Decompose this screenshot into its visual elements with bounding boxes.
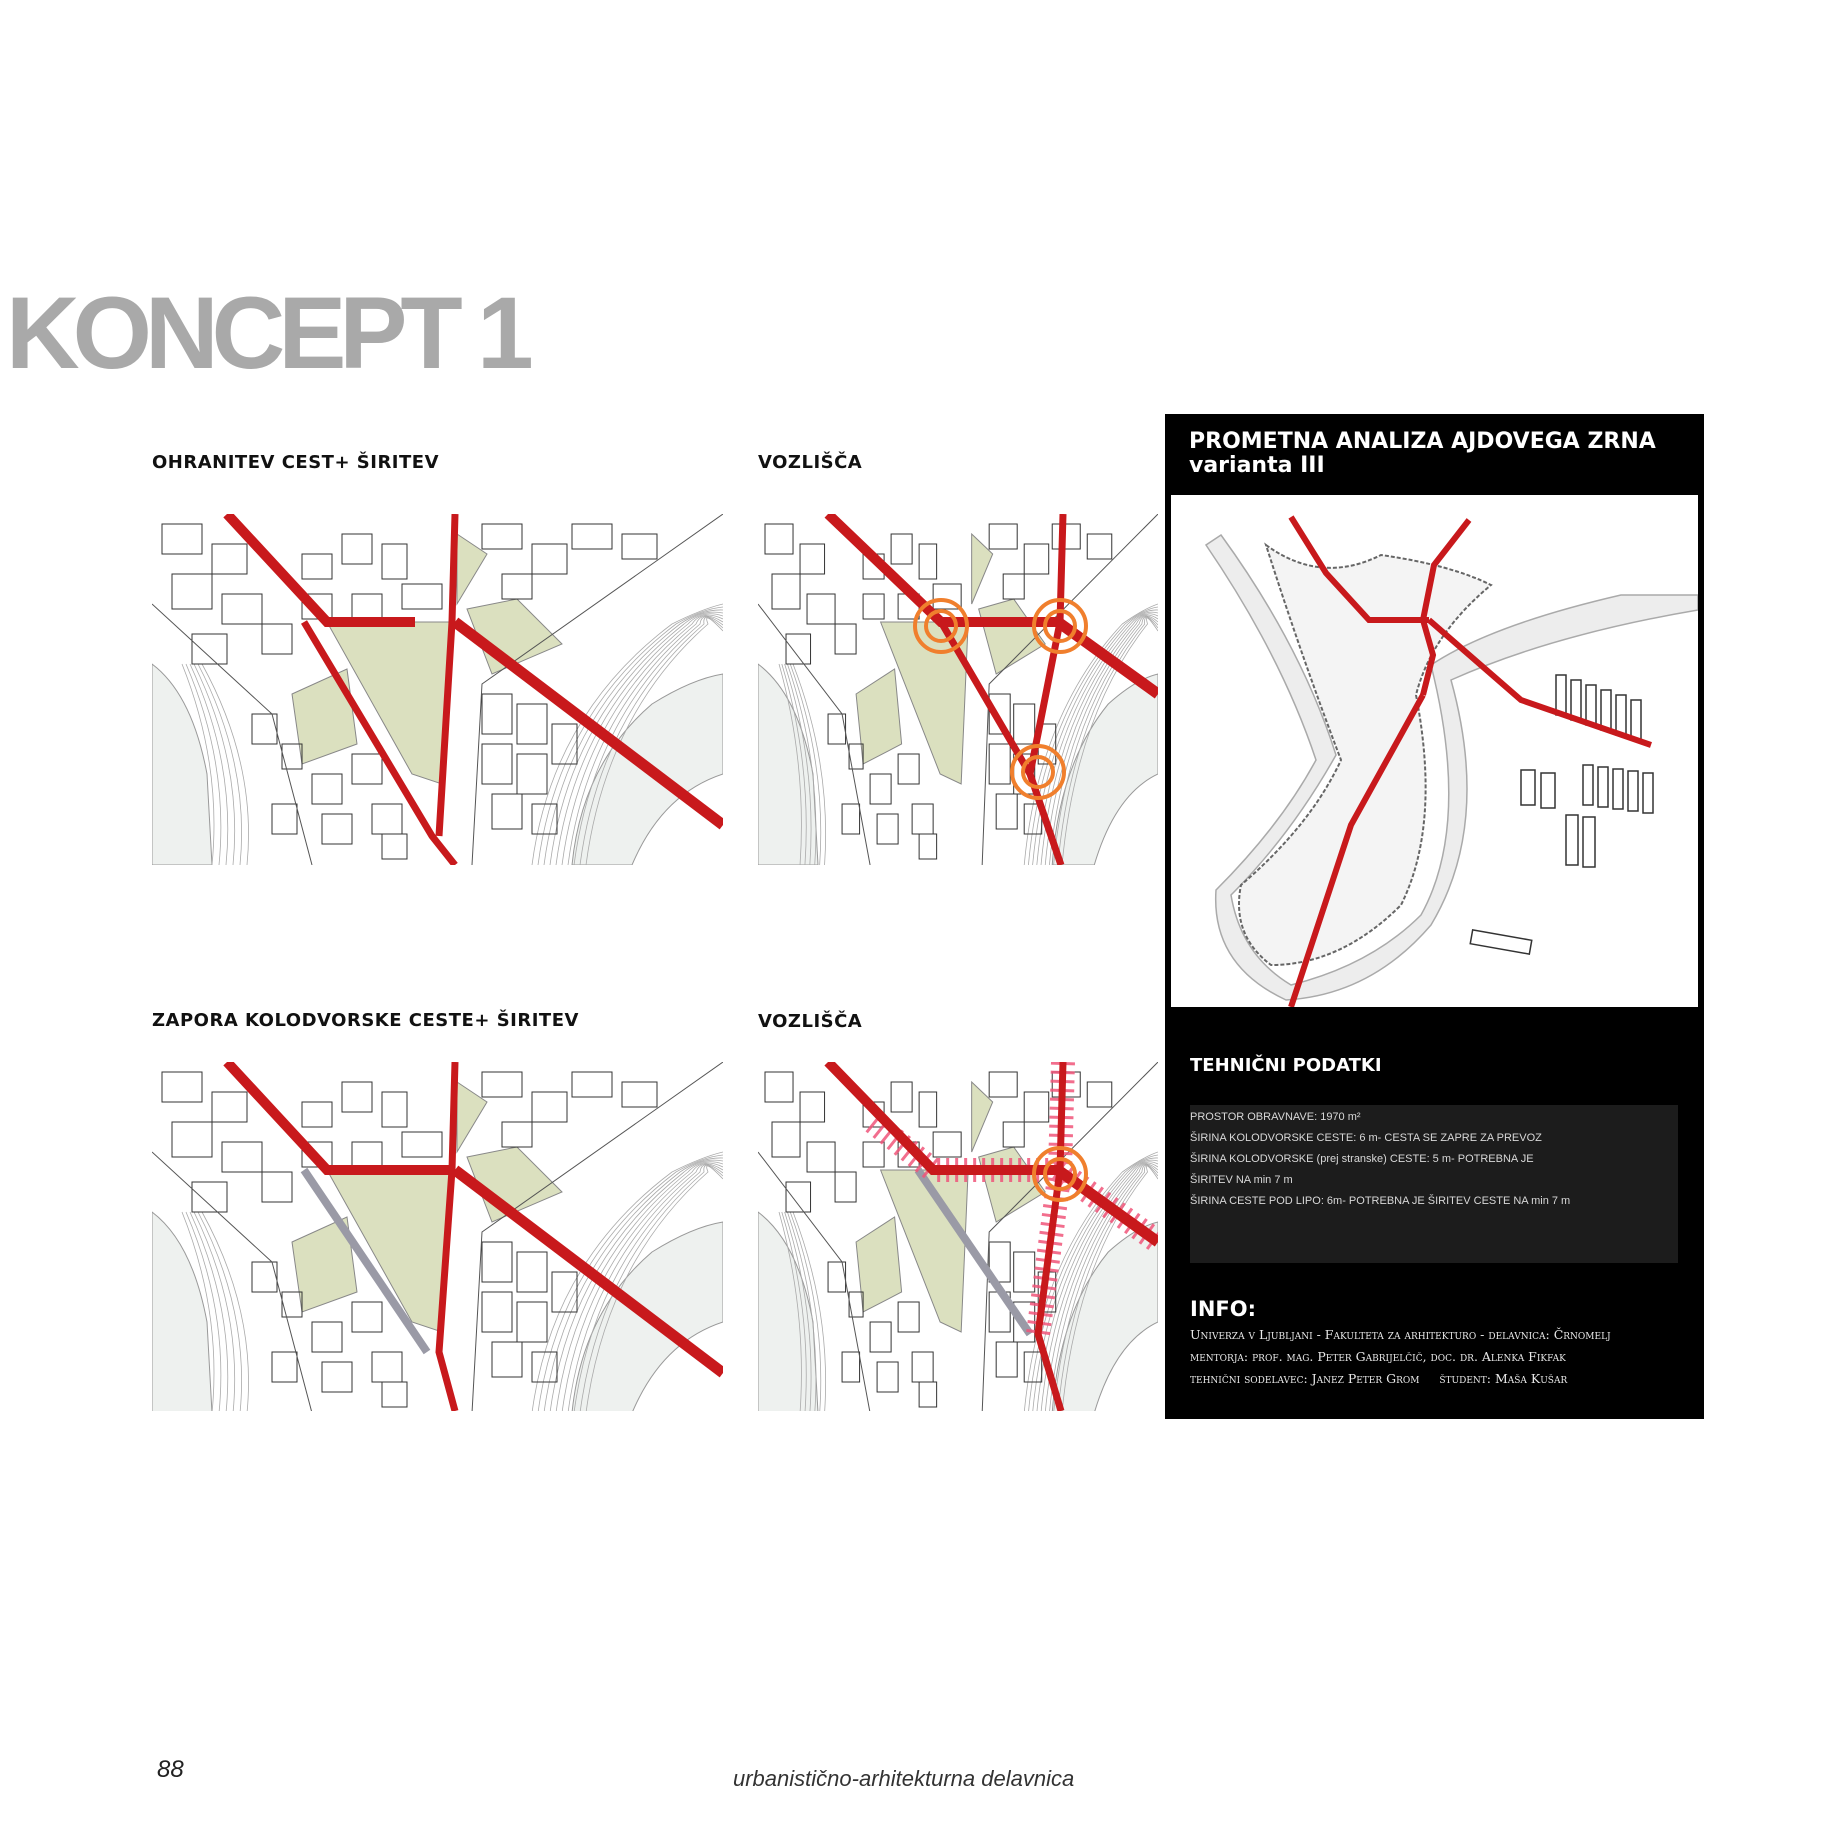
- tech-line-5: ŠIRINA CESTE POD LIPO: 6m- POTREBNA JE ŠIRITEV CESTE NA min 7 m: [1190, 1195, 1571, 1207]
- map-caption-1: OHRANITEV CEST+ ŠIRITEV: [152, 452, 440, 473]
- tech-line-1: PROSTOR OBRAVNAVE: 1970 m²: [1190, 1111, 1361, 1123]
- page-title: KONCEPT 1: [6, 276, 527, 390]
- map-caption-2: VOZLIŠČA: [758, 452, 863, 473]
- tech-data: [1190, 1107, 1570, 1212]
- map-roads-widening: [152, 514, 723, 865]
- map-caption-4: VOZLIŠČA: [758, 1011, 863, 1032]
- map-nodes-1: [758, 514, 1158, 865]
- info-line-1: Univerza v Ljubljani - Fakulteta za arhitekturo - delavnica: Črnomelj: [1190, 1327, 1611, 1342]
- tech-line-2: ŠIRINA KOLODVORSKE CESTE: 6 m- CESTA SE ZAPRE ZA PREVOZ: [1190, 1132, 1542, 1144]
- page-number: 88: [157, 1756, 184, 1783]
- info-line-3: tehnični sodelavec: Janez Peter Grom študent: Maša Kušar: [1190, 1371, 1568, 1386]
- map-base: [758, 1062, 1158, 1411]
- map-base: [758, 514, 1158, 865]
- tech-line-4: ŠIRITEV NA min 7 m: [1190, 1174, 1293, 1186]
- info-heading: INFO:: [1190, 1297, 1256, 1321]
- map-caption-3: ZAPORA KOLODVORSKE CESTE+ ŠIRITEV: [152, 1010, 579, 1031]
- panel-title-line1: PROMETNA ANALIZA AJDOVEGA ZRNA: [1189, 429, 1656, 454]
- map-nodes-2: [758, 1062, 1158, 1411]
- panel-title-line2: varianta III: [1189, 453, 1325, 478]
- overview-map: [1171, 495, 1698, 1007]
- info-line-2: mentorja: prof. mag. Peter Gabrijelčič, doc. dr. Alenka Fikfak: [1190, 1349, 1566, 1364]
- tech-heading: TEHNIČNI PODATKI: [1190, 1055, 1382, 1076]
- panel-title: [1189, 430, 1656, 478]
- info-block: [1190, 1324, 1611, 1390]
- footer-text: urbanistično-arhitekturna delavnica: [733, 1766, 1075, 1791]
- map-closure-widening: [152, 1062, 723, 1411]
- tech-line-3: ŠIRINA KOLODVORSKE (prej stranske) CESTE: 5 m- POTREBNA JE: [1190, 1153, 1534, 1165]
